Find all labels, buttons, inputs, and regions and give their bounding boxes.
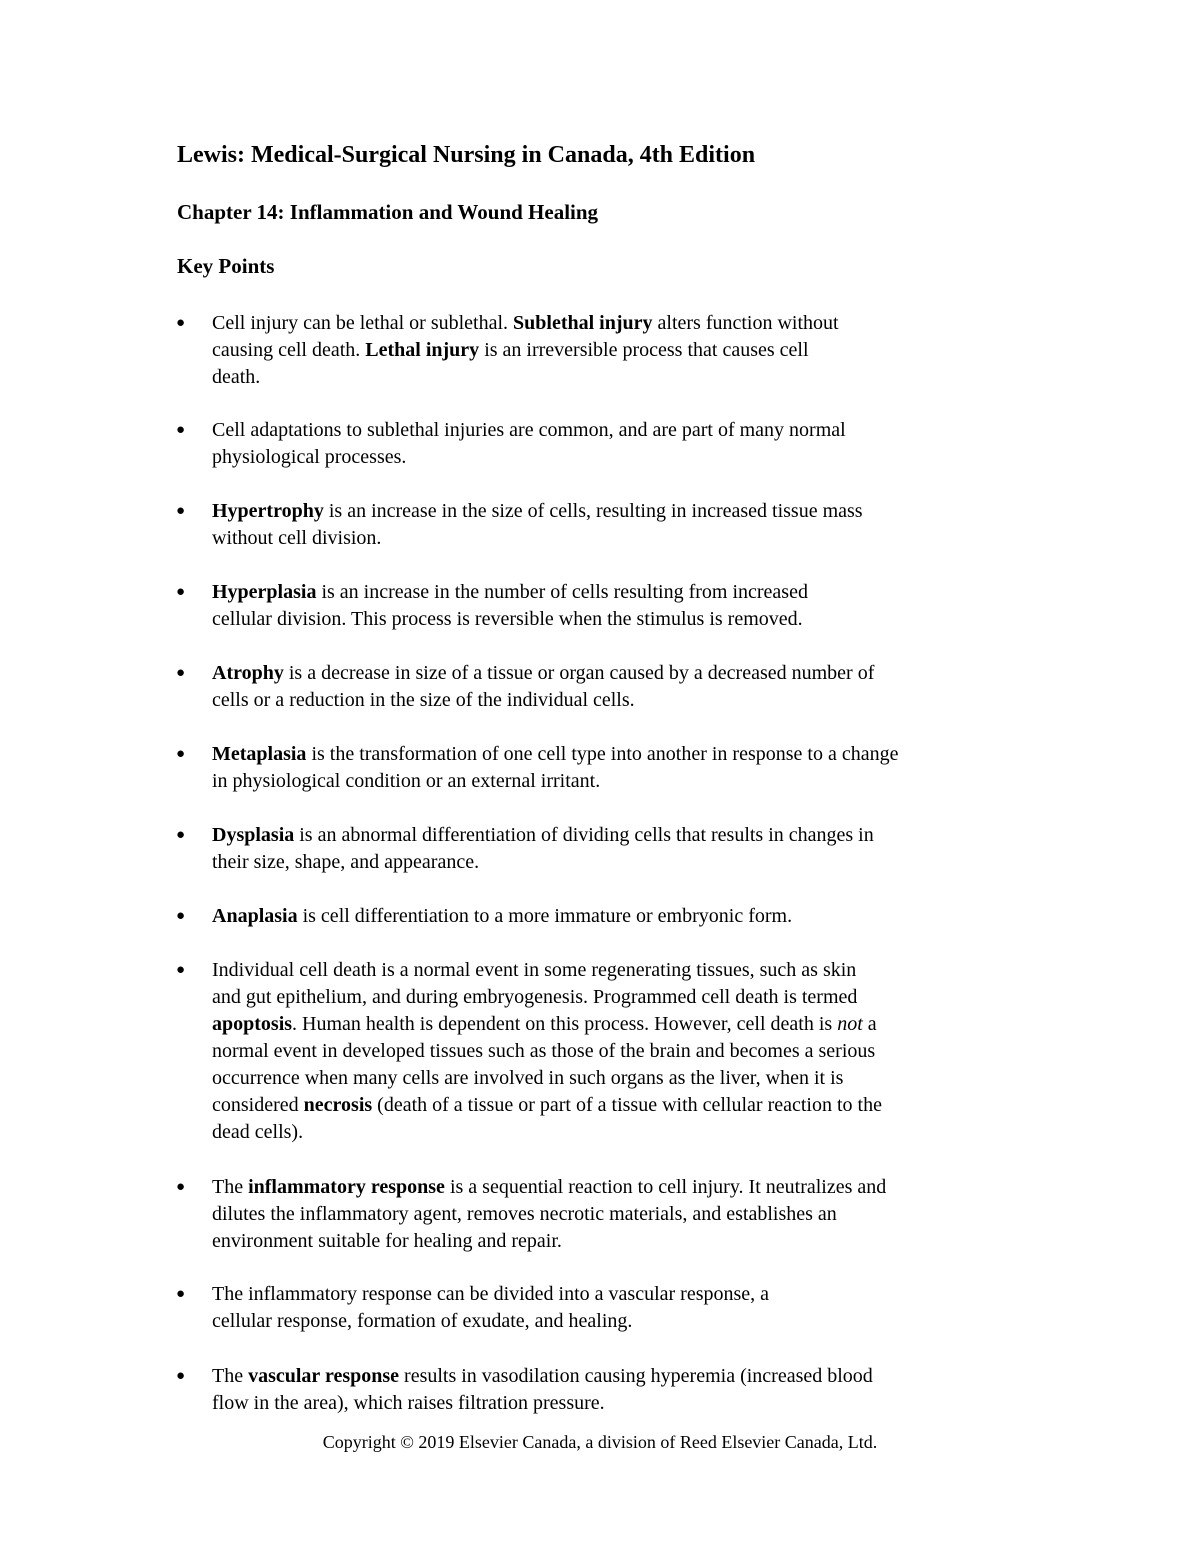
bullet-icon: ● bbox=[176, 315, 186, 331]
list-item-text-line bbox=[212, 768, 600, 795]
bold-term: Sublethal injury bbox=[513, 312, 653, 334]
bullet-icon: ● bbox=[176, 908, 186, 924]
list-item-text-line bbox=[212, 606, 803, 633]
text-segment: considered bbox=[212, 1094, 304, 1116]
list-item-text-line bbox=[212, 1281, 769, 1308]
bold-term: Metaplasia bbox=[212, 743, 307, 765]
list-item-text-line bbox=[212, 741, 898, 768]
document-title: Lewis: Medical-Surgical Nursing in Canada, 4th Edition bbox=[177, 142, 756, 168]
list-item-text-line bbox=[212, 498, 863, 525]
bullet-icon: ● bbox=[176, 584, 186, 600]
list-item-text-line bbox=[212, 444, 406, 471]
list-item-text-line bbox=[212, 364, 260, 391]
text-segment: cellular division. This process is reversible when the stimulus is removed. bbox=[212, 608, 803, 630]
list-item-text-line bbox=[212, 1011, 877, 1038]
list-item-text-line bbox=[212, 1363, 873, 1390]
bullet-icon: ● bbox=[176, 1368, 186, 1384]
text-segment: is an irreversible process that causes cell bbox=[479, 339, 809, 361]
list-item-text-line bbox=[212, 1065, 843, 1092]
list-item-text-line bbox=[212, 1119, 303, 1146]
text-segment: The bbox=[212, 1365, 249, 1387]
text-segment: is a decrease in size of a tissue or organ caused by a decreased number of bbox=[283, 662, 875, 684]
list-item-text-line bbox=[212, 310, 839, 337]
bullet-icon: ● bbox=[176, 746, 186, 762]
text-segment: normal event in developed tissues such as those of the brain and becomes a serious bbox=[212, 1040, 876, 1062]
bold-term: Anaplasia bbox=[212, 905, 298, 927]
list-item-text-line bbox=[212, 417, 846, 444]
bold-term: apoptosis bbox=[212, 1013, 293, 1035]
bullet-icon: ● bbox=[176, 503, 186, 519]
list-item-text-line bbox=[212, 822, 874, 849]
list-item-text-line bbox=[212, 660, 874, 687]
text-segment: Cell adaptations to sublethal injuries are common, and are part of many normal bbox=[212, 419, 846, 441]
text-segment: alters function without bbox=[652, 312, 839, 334]
text-segment: dilutes the inflammatory agent, removes necrotic materials, and establishes an bbox=[212, 1203, 837, 1225]
text-segment: is an abnormal differentiation of dividing cells that results in changes in bbox=[294, 824, 874, 846]
text-segment: occurrence when many cells are involved in such organs as the liver, when it is bbox=[212, 1067, 844, 1089]
text-segment: (death of a tissue or part of a tissue with cellular reaction to the bbox=[372, 1094, 882, 1116]
bullet-icon: ● bbox=[176, 665, 186, 681]
bold-term: inflammatory response bbox=[248, 1176, 445, 1198]
text-segment: causing cell death. bbox=[212, 339, 366, 361]
bullet-icon: ● bbox=[176, 827, 186, 843]
text-segment: Cell injury can be lethal or sublethal. bbox=[212, 312, 514, 334]
text-segment: without cell division. bbox=[212, 527, 382, 549]
bold-term: Dysplasia bbox=[212, 824, 295, 846]
text-segment: . Human health is dependent on this process. However, cell death is bbox=[292, 1013, 838, 1035]
text-segment: The bbox=[212, 1176, 249, 1198]
text-segment: death. bbox=[212, 366, 261, 388]
text-segment: and gut epithelium, and during embryogenesis. Programmed cell death is termed bbox=[212, 986, 858, 1008]
text-segment: in physiological condition or an external irritant. bbox=[212, 770, 601, 792]
text-segment: is an increase in the size of cells, resulting in increased tissue mass bbox=[323, 500, 863, 522]
text-segment: their size, shape, and appearance. bbox=[212, 851, 480, 873]
list-item-text-line bbox=[212, 687, 635, 714]
bullet-icon: ● bbox=[176, 962, 186, 978]
list-item-text-line bbox=[212, 903, 792, 930]
text-segment: is an increase in the number of cells resulting from increased bbox=[316, 581, 808, 603]
list-item-text-line bbox=[212, 579, 808, 606]
list-item-text-line bbox=[212, 337, 809, 364]
text-segment: Individual cell death is a normal event in some regenerating tissues, such as skin bbox=[212, 959, 857, 981]
bold-term: Hypertrophy bbox=[212, 500, 324, 522]
bold-term: vascular response bbox=[248, 1365, 400, 1387]
list-item-text-line bbox=[212, 1390, 605, 1417]
list-item-text-line bbox=[212, 957, 856, 984]
list-item-text-line bbox=[212, 1038, 875, 1065]
text-segment: a bbox=[862, 1013, 877, 1035]
text-segment: is cell differentiation to a more immature or embryonic form. bbox=[297, 905, 793, 927]
bold-term: Hyperplasia bbox=[212, 581, 317, 603]
text-segment: cellular response, formation of exudate, and healing. bbox=[212, 1310, 633, 1332]
text-segment: The inflammatory response can be divided into a vascular response, a bbox=[212, 1283, 770, 1305]
italic-emphasis: not bbox=[837, 1013, 863, 1035]
list-item-text-line bbox=[212, 1228, 562, 1255]
text-segment: results in vasodilation causing hyperemia (increased blood bbox=[399, 1365, 873, 1387]
text-segment: environment suitable for healing and repair. bbox=[212, 1230, 562, 1252]
list-item-text-line bbox=[212, 1092, 882, 1119]
list-item-text-line bbox=[212, 525, 381, 552]
list-item-text-line bbox=[212, 1308, 632, 1335]
bold-term: Atrophy bbox=[212, 662, 284, 684]
bullet-icon: ● bbox=[176, 422, 186, 438]
list-item-text-line bbox=[212, 1174, 886, 1201]
text-segment: cells or a reduction in the size of the individual cells. bbox=[212, 689, 635, 711]
text-segment: dead cells). bbox=[212, 1121, 304, 1143]
bullet-icon: ● bbox=[176, 1179, 186, 1195]
chapter-heading: Chapter 14: Inflammation and Wound Healing bbox=[177, 200, 599, 224]
bold-term: necrosis bbox=[303, 1094, 373, 1116]
text-segment: flow in the area), which raises filtration pressure. bbox=[212, 1392, 605, 1414]
text-segment: is the transformation of one cell type into another in response to a change bbox=[306, 743, 899, 765]
list-item-text-line bbox=[212, 849, 479, 876]
list-item-text-line bbox=[212, 984, 857, 1011]
bold-term: Lethal injury bbox=[365, 339, 480, 361]
bullet-icon: ● bbox=[176, 1286, 186, 1302]
text-segment: is a sequential reaction to cell injury. It neutralizes and bbox=[444, 1176, 887, 1198]
copyright-footer: Copyright © 2019 Elsevier Canada, a division of Reed Elsevier Canada, Ltd. bbox=[322, 1432, 878, 1452]
list-item-text-line bbox=[212, 1201, 837, 1228]
section-heading: Key Points bbox=[177, 254, 275, 278]
text-segment: physiological processes. bbox=[212, 446, 407, 468]
